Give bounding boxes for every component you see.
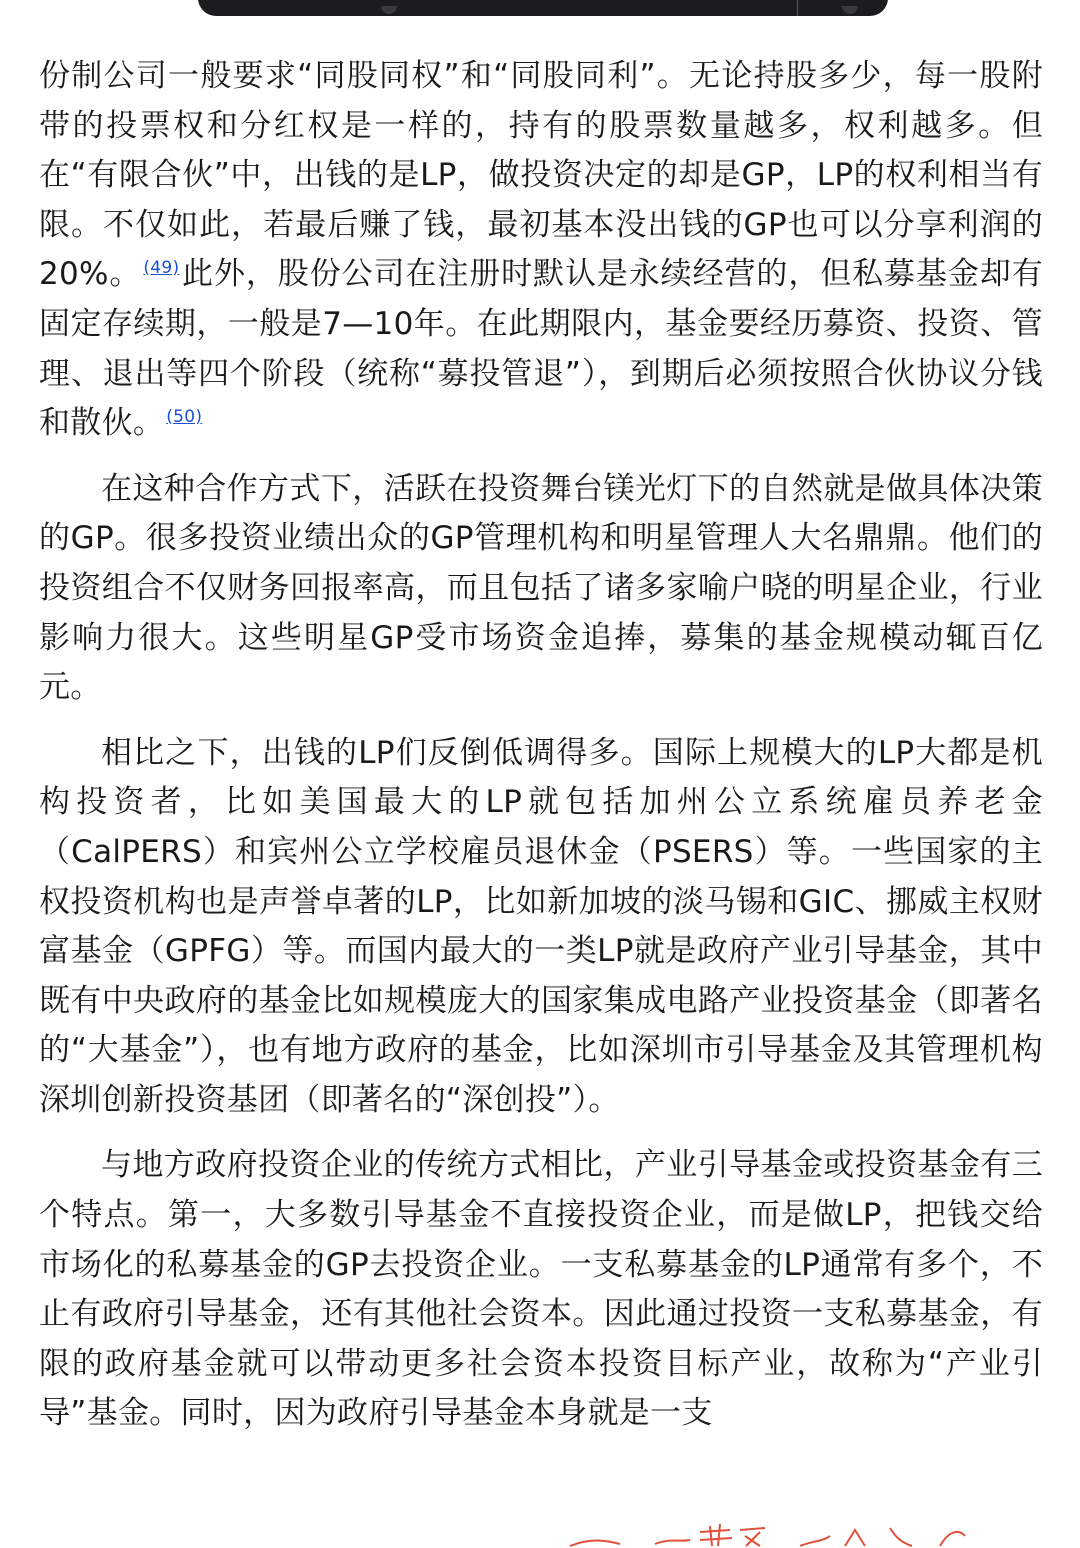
handwritten-annotation xyxy=(560,1518,980,1548)
reader-content xyxy=(39,52,1043,1455)
paragraph-text: 相比之下，出钱的LP们反倒低调得多。国际上规模大的LP大都是机构投资者，比如美国最大的LP就包括加州公立系统雇员养老金（CalPERS）和宾州公立学校雇员退休金（PSERS）等。一些国家的主权投资机构也是声誉卓著的LP，比如新加坡的淡马锡和GIC、挪威主权财富基金（GPFG）等。而国内最大的一类LP就是政府产业引导基金，其中既有中央政府的基金比如规模庞大的国家集成电路产业投资基金（即著名的“大基金”），也有地方政府的基金，比如深圳市引导基金及其管理机构深圳创新投资基团（即著名的“深创投”）。 xyxy=(39,734,1043,1118)
paragraph xyxy=(39,1141,1043,1439)
footnote-link[interactable]: (50) xyxy=(166,406,203,427)
paragraph xyxy=(39,729,1043,1126)
toolbar-menu-icon[interactable] xyxy=(842,6,858,14)
toolbar-button-icon[interactable] xyxy=(381,6,397,14)
paragraph xyxy=(39,52,1043,449)
paragraph-text: 此外，股份公司在注册时默认是永续经营的，但私募基金却有固定存续期，一般是7—10年。在此期限内，基金要经历募资、投资、管理、退出等四个阶段（统称“募投管退”），到期后必须按照合伙协议分钱和散伙。 xyxy=(39,256,1043,442)
reader-toolbar[interactable] xyxy=(198,0,888,16)
toolbar-divider xyxy=(797,0,798,16)
paragraph-text: 与地方政府投资企业的传统方式相比，产业引导基金或投资基金有三个特点。第一，大多数引导基金不直接投资企业，而是做LP，把钱交给市场化的私募基金的GP去投资企业。一支私募基金的LP通常有多个，不止有政府引导基金，还有其他社会资本。因此通过投资一支私募基金，有限的政府基金就可以带动更多社会资本投资目标产业，故称为“产业引导”基金。同时，因为政府引导基金本身就是一支 xyxy=(39,1147,1043,1432)
paragraph xyxy=(39,465,1043,713)
paragraph-text: 在这种合作方式下，活跃在投资舞台镁光灯下的自然就是做具体决策的GP。很多投资业绩出众的GP管理机构和明星管理人大名鼎鼎。他们的投资组合不仅财务回报率高，而且包括了诸多家喻户晓的明星企业，行业影响力很大。这些明星GP受市场资金追捧，募集的基金规模动辄百亿元。 xyxy=(39,470,1043,706)
footnote-link[interactable]: (49) xyxy=(143,258,180,279)
paragraph-text: 份制公司一般要求“同股同权”和“同股同利”。无论持股多少，每一股附带的投票权和分红权是一样的，持有的股票数量越多，权利越多。但在“有限合伙”中，出钱的是LP，做投资决定的却是GP，LP的权利相当有限。不仅如此，若最后赚了钱，最初基本没出钱的GP也可以分享利润的20%。 xyxy=(39,58,1043,293)
